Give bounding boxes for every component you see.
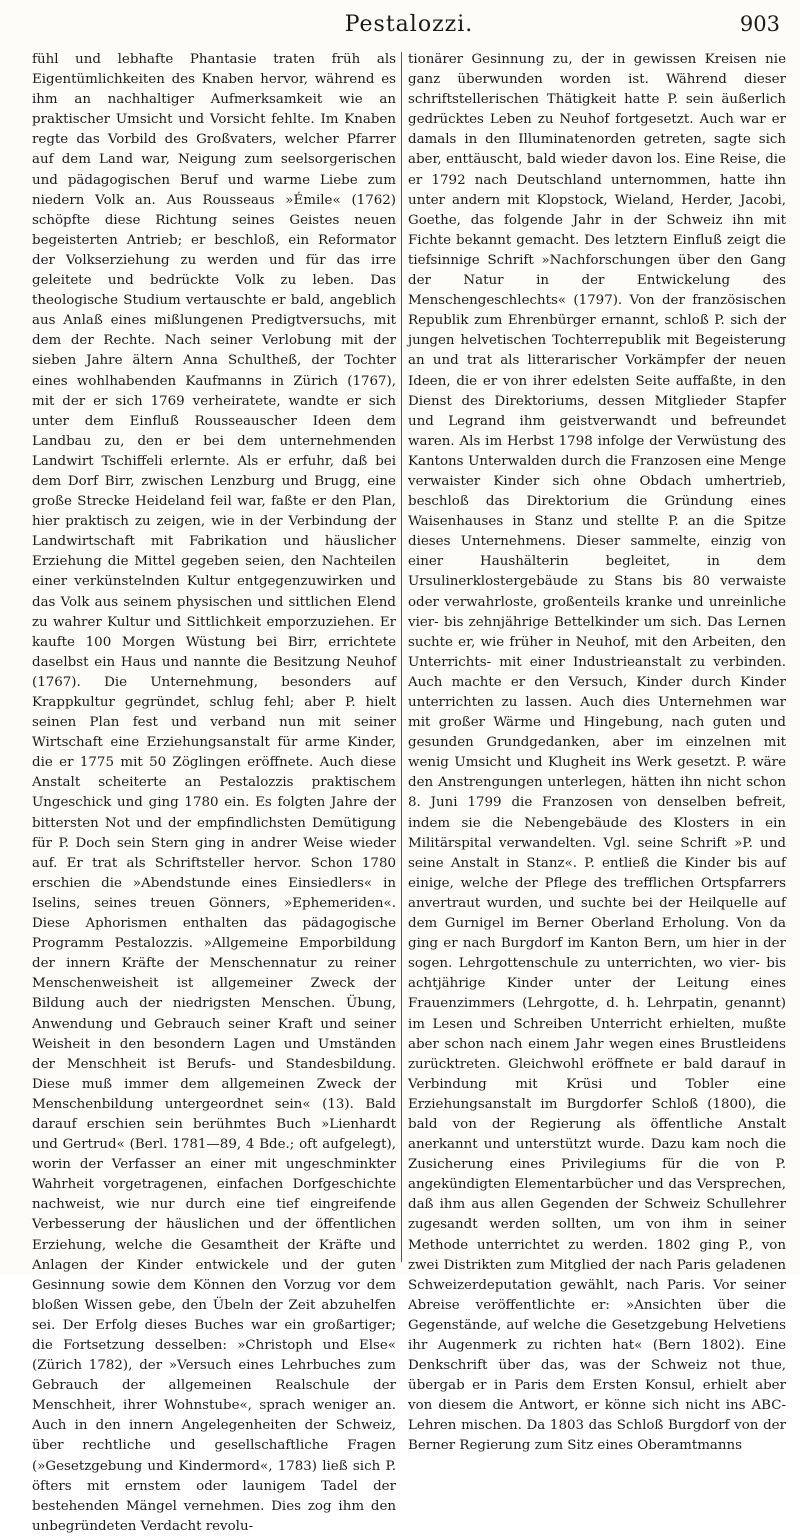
left-column-text: fühl und lebhafte Phantasie traten früh als Eigentümlichkeiten des Knaben hervor, während es ihm an nachhaltiger Aufmerksamkeit wie an praktischer Umsicht und Vorsicht fehlte. Im Knaben regte das Vorbild des Großvaters, welcher Pfarrer auf dem Land war, Neigung zum seelsorgerischen und pädagogischen Beruf und warme Liebe zum niedern Volk an. Aus Rousseaus »Émile« (1762) schöpfte diese Richtung seines Geistes neuen begeisterten Antrieb; er beschloß, ein Reformator der Volkserziehung zu werden und für das irre geleitete und bedrückte Volk zu leben. Das theologische Studium vertauschte er bald, angeblich aus Anlaß eines mißlungenen Predigtversuchs, mit dem der Rechte. Nach seiner Verlobung mit der sieben Jahre ältern Anna Schultheß, der Tochter eines wohlhabenden Kaufmanns in Zürich (1767), mit der er sich 1769 verheiratete, wandte er sich unter dem Einfluß Rousseauscher Ideen dem Landbau zu, den er bei dem unternehmenden Landwirt Tschiffeli erlernte. Als er erfuhr, daß bei dem Dorf Birr, zwischen Lenzburg und Brugg, eine große Strecke Heideland feil war, faßte er den Plan, hier praktisch zu zeigen, wie in der Verbindung der Landwirtschaft mit Fabrikation und häuslicher Erziehung die Mittel gegeben seien, den Nachteilen einer verkünstelnden Kultur entgegenzuwirken und das Volk aus seinem physischen und sittlichen Elend zu wahrer Kultur und Sittlichkeit emporzuziehen. Er kaufte 100 Morgen Wüstung bei Birr, errichtete daselbst ein Haus und nannte die Besitzung Neuhof (1767). Die Unternehmung, besonders auf Krappkultur gegründet, schlug fehl; aber P. hielt seinen Plan fest und verband nun mit seiner Wirtschaft eine Erziehungsanstalt für arme Kinder, die er 1775 mit 50 Zöglingen eröffnete. Auch diese Anstalt scheiterte an Pestalozzis praktischem Ungeschick und ging 1780 ein. Es folgten Jahre der bittersten Not und der empfindlichsten Demütigung für P. Doch sein Stern ging in andrer Weise wieder auf. Er trat als Schriftsteller hervor. Schon 1780 erschien die »Abendstunde eines Einsiedlers« in Iselins, seines treuen Gönners, »Ephemeriden«. Diese Aphorismen enthalten das pädagogische Programm Pestalozzis. »Allgemeine Emporbildung der innern Kräfte der Menschennatur zu reiner Menschenweisheit ist allgemeiner Zweck der Bildung auch der niedrigsten Menschen. Übung, Anwendung und Gebrauch seiner Kraft und seiner Weisheit in den besondern Lagen und Umständen der Menschheit ist Berufs- und Standesbildung. Diese muß immer dem allgemeinen Zweck der Menschenbildung untergeordnet sein« (13). Bald darauf erschien sein berühmtes Buch »Lienhardt und Gertrud« (Berl. 1781—89, 4 Bde.; oft aufgelegt), worin der Verfasser an einer mit ungeschminkter Wahrheit vorgetragenen, einfachen Dorfgeschichte nachweist, wie nur durch eine tief eingreifende Verbesserung der häuslichen und der öffentlichen Erziehung, welche die Gesamtheit der Kräfte und Anlagen der Kinder entwickele und der guten Gesinnung sowie dem Können den Vorzug vor dem bloßen Wissen gebe, den Übeln der Zeit abzuhelfen sei. Der Erfolg dieses Buches war ein großartiger; die Fortsetzung desselben: »Christoph und Else« (Zürich 1782), der »Versuch eines Lehrbuches zum Gebrauch der allgemeinen Realschule der Menschheit, ihrer Wohnstube«, sprach weniger an. Auch in den innern Angelegenheiten der Schweiz, über rechtliche und gesellschaftliche Fragen (»Gesetzgebung und Kindermord«, 1783) ließ sich P. öfters mit ernstem oder launigem Tadel der bestehenden Mängel vernehmen. Dies zog ihm den unbegründeten Verdacht revolu-	[32, 52, 396, 1534]
right-column-text: tionärer Gesinnung zu, der in gewissen Kreisen nie ganz überwunden worden ist. Während dieser schriftstellerischen Thätigkeit hatte P. sein äußerlich gedrücktes Leben zu Neuhof fortgesetzt. Auch war er damals in den Illuminatenorden getreten, sagte sich aber, enttäuscht, bald wieder davon los. Eine Reise, die er 1792 nach Deutschland unternommen, hatte ihn unter andern mit Klopstock, Wieland, Herder, Jacobi, Goethe, das folgende Jahr in der Schweiz ihn mit Fichte bekannt gemacht. Des letztern Einfluß zeigt die tiefsinnige Schrift »Nachforschungen über den Gang der Natur in der Entwickelung des Menschengeschlechts« (1797). Von der französischen Republik zum Ehrenbürger ernannt, schloß P. sich der jungen helvetischen Tochterrepublik mit Begeisterung an und trat als litterarischer Vorkämpfer der neuen Ideen, die er von ihrer edelsten Seite auffaßte, in den Dienst des Direktoriums, dessen Mitglieder Stapfer und Legrand ihm geistverwandt und befreundet waren. Als im Herbst 1798 infolge der Verwüstung des Kantons Unterwalden durch die Franzosen eine Menge verwaister Kinder sich ohne Obdach umhertrieb, beschloß das Direktorium die Gründung eines Waisenhauses in Stanz und stellte P. an die Spitze dieses Unternehmens. Dieser sammelte, einzig von einer Haushälterin begleitet, in dem Ursulinerklostergebäude zu Stans bis 80 verwaiste oder verwahrloste, großenteils kranke und unreinliche vier- bis zehnjährige Bettelkinder um sich. Das Lernen suchte er, wie früher in Neuhof, mit den Arbeiten, den Unterrichts- mit einer Industrieanstalt zu verbinden. Auch machte er den Versuch, Kinder durch Kinder unterrichten zu lassen. Auch dies Unternehmen war mit großer Wärme und Hingebung, nach guten und gesunden Grundgedanken, aber im einzelnen mit wenig Umsicht und Klugheit ins Werk gesetzt. P. wäre den Anstrengungen unterlegen, hätten ihn nicht schon 8. Juni 1799 die Franzosen von denselben befreit, indem sie die Nebengebäude des Klosters in ein Militärspital verwandelten. Vgl. seine Schrift »P. und seine Anstalt in Stanz«. P. entließ die Kinder bis auf einige, welche der Pflege des trefflichen Ortspfarrers anvertraut wurden, und suchte bei der Heilquelle auf dem Gurnigel im Berner Oberland Erholung. Von da ging er nach Burgdorf im Kanton Bern, um hier in der sogen. Lehrgottenschule zu unterrichten, wo vier- bis achtjährige Kinder unter der Leitung eines Frauenzimmers (Lehrgotte, d. h. Lehrpatin, genannt) im Lesen und Schreiben Unterricht erhielten, mußte aber schon nach einem Jahr wegen eines Brustleidens zurücktreten. Gleichwohl eröffnete er bald darauf in Verbindung mit Krüsi und Tobler eine Erziehungsanstalt im Burgdorfer Schloß (1800), die bald von der Regierung als öffentliche Anstalt anerkannt und unterstützt wurde. Dazu kam noch die Zusicherung eines Privilegiums für die von P. angekündigten Elementarbücher und das Versprechen, daß ihm aus allen Gegenden der Schweiz Schullehrer zugesandt werden sollten, um von ihm in seiner Methode unterrichtet zu werden. 1802 ging P., von zwei Distrikten zum Mitglied der nach Paris geladenen Schweizerdeputation gewählt, nach Paris. Vor seiner Abreise veröffentlichte er: »Ansichten über die Gegenstände, auf welche die Gesetzgebung Helvetiens ihr Augenmerk zu richten hat« (Bern 1802). Eine Denkschrift über das, was der Schweiz not thue, übergab er in Paris dem Ersten Konsul, erhielt aber von diesem die Antwort, er könne sich nicht ins ABC-Lehren mischen. Da 1803 das Schloß Burgdorf von der Berner Regierung zum Sitz eines Oberamtmanns	[408, 52, 786, 1454]
page-header	[30, 2, 788, 42]
right-column	[408, 50, 786, 1454]
column-divider	[401, 52, 402, 1262]
left-column	[32, 50, 396, 1534]
running-title: Pestalozzi.	[344, 12, 474, 37]
page-number: 903	[739, 12, 780, 36]
